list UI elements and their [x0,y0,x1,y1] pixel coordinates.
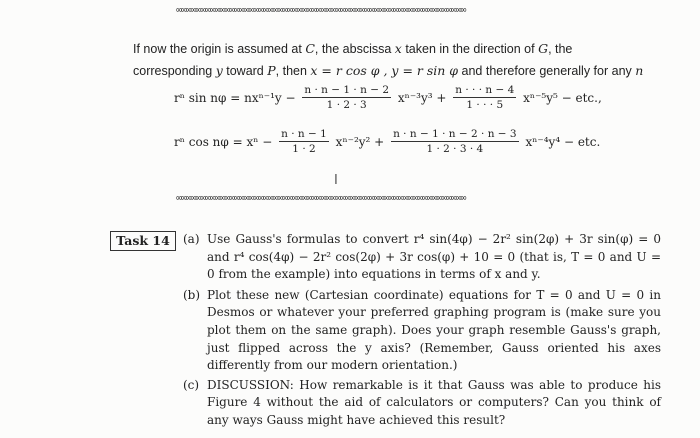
task-item-b [183,287,661,375]
task-b-text: Plot these new (Cartesian coordinate) equations for T = 0 and U = 0 in Desmos or whatever your preferred graphing program is (make sure you plot them on the same graph). Does your graph resemble Gauss's graph, just flipped across the y axis? (Remember, Gauss oriented his axes differently from our modern orientation.) [207,287,661,373]
middle-ornament-border: ∞∞∞∞∞∞∞∞∞∞∞∞∞∞∞∞∞∞∞∞∞∞∞∞∞∞∞∞∞∞∞∞∞∞∞∞∞∞∞∞∞∞∞∞∞∞∞∞∞∞∞∞∞∞∞∞∞∞∞∞ [176,193,466,204]
task-a-text: Use Gauss's formulas to convert r⁴ sin(4φ) − 2r² sin(2φ) + 3r sin(φ) = 0 and r⁴ cos(4φ) − 2r² cos(2φ) + 3r cos(φ) + 10 = 0 (that is, T = 0 and U = 0 from the example) into equations in terms of x and y. [207,232,661,282]
task-a-label: (a) [183,232,200,246]
task-item-c [183,377,661,430]
top-ornament-border: ∞∞∞∞∞∞∞∞∞∞∞∞∞∞∞∞∞∞∞∞∞∞∞∞∞∞∞∞∞∞∞∞∞∞∞∞∞∞∞∞∞∞∞∞∞∞∞∞∞∞∞∞∞∞∞∞∞∞∞∞ [176,5,466,16]
task-b-label: (b) [183,287,201,302]
text-cursor-icon: I [334,173,338,188]
task-label-box: Task 14 [110,231,176,251]
task-c-text: DISCUSSION: How remarkable is it that Gauss was able to produce his Figure 4 without the aid of calculators or computers? Can you think of any ways Gauss might have achieved this result? [207,377,661,427]
task-c-label: (c) [183,377,200,392]
equation-sine: rⁿ sin nφ = nxⁿ⁻¹y − $\frac{n \cdot n - 1 \cdot n - 2}{1 \cdot 2 \cdot 3}$ xⁿ⁻³y³ + $\frac{n \cdot \cdot \cdot n - 4}{1 \cdot \cdot \cdot 5}$ xⁿ⁻⁵y⁵ − etc., [174,84,602,111]
task-item-a [183,231,661,284]
intro-paragraph: If now the origin is assumed at C, the abscissa x taken in the direction of G, the corresponding y toward P, then x = r cos φ , y = r sin φ and therefore generally for any n [133,41,644,78]
equation-cosine: rⁿ cos nφ = xⁿ − $\frac{n \cdot n - 1}{1 \cdot 2}$ xⁿ⁻²y² + $\frac{n \cdot n - 1 \cdot n - 2 \cdot n - 3}{1 \cdot 2 \cdot 3 \cdot 4}$ xⁿ⁻⁴y⁴ − etc. [174,128,601,155]
task-list [183,231,661,430]
